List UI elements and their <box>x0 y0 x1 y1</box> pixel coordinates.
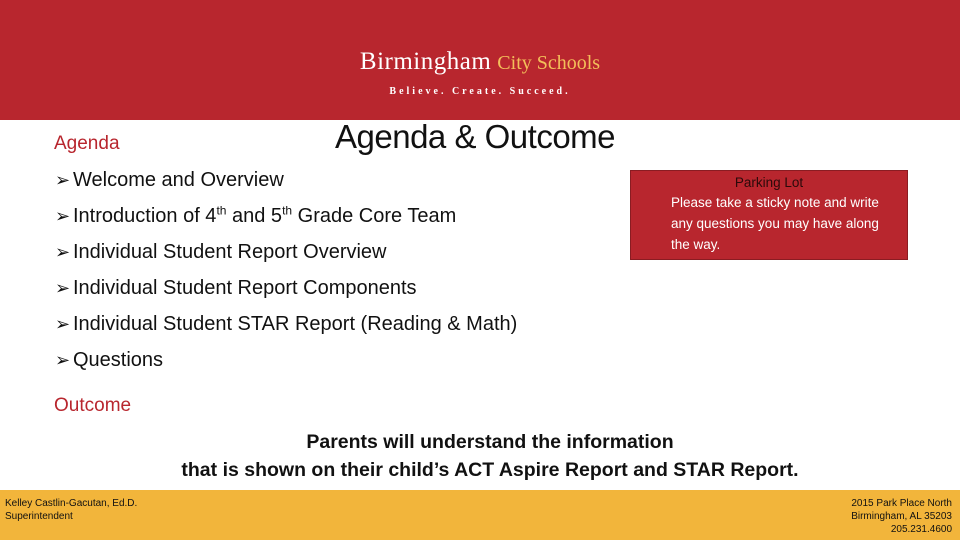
agenda-item <box>55 273 517 309</box>
phone-number: 205.231.4600 <box>890 524 952 535</box>
header-banner <box>0 0 960 120</box>
agenda-item <box>55 345 517 381</box>
agenda-item <box>55 237 517 273</box>
footer-right <box>851 497 952 536</box>
brand-sub: City Schools <box>497 52 601 74</box>
parking-lot-title: Parking Lot <box>734 175 804 190</box>
agenda-item <box>55 165 517 201</box>
brand-logo <box>0 48 960 76</box>
agenda-item-text: Grade Core Team <box>292 205 457 227</box>
brand-tagline: Believe. Create. Succeed. <box>389 86 571 97</box>
agenda-item-text: Questions <box>73 349 164 371</box>
slide-title: Agenda & Outcome <box>335 118 616 155</box>
outcome-line: that is shown on their child’s ACT Aspire Report and STAR Report. <box>181 459 799 481</box>
address-line: Birmingham, AL 35203 <box>851 511 952 522</box>
footer-left <box>5 497 137 523</box>
agenda-label: Agenda <box>54 133 120 154</box>
agenda-item <box>55 309 517 345</box>
arrow-bullet-icon: ➢ <box>55 350 71 370</box>
arrow-bullet-icon: ➢ <box>55 278 71 298</box>
agenda-item-text: and 5 <box>226 205 283 227</box>
arrow-bullet-icon: ➢ <box>55 242 71 262</box>
superintendent-name: Kelley Castlin-Gacutan, Ed.D. <box>5 498 138 509</box>
agenda-list <box>55 165 517 381</box>
agenda-item-text: Individual Student STAR Report (Reading & Math) <box>73 313 518 335</box>
superscript: th <box>216 203 227 218</box>
arrow-bullet-icon: ➢ <box>55 206 71 226</box>
superintendent-title: Superintendent <box>5 511 73 522</box>
superscript: th <box>282 203 293 218</box>
agenda-item-text: Individual Student Report Overview <box>73 241 387 263</box>
outcome-label: Outcome <box>54 395 132 416</box>
agenda-item-text: Individual Student Report Components <box>73 277 417 299</box>
arrow-bullet-icon: ➢ <box>55 314 71 334</box>
outcome-line: Parents will understand the information <box>306 431 674 453</box>
parking-lot-box <box>630 170 908 260</box>
address-line: 2015 Park Place North <box>851 498 952 509</box>
parking-lot-text: Please take a sticky note and write any questions you may have along the way. <box>671 195 879 252</box>
footer-bar <box>0 490 960 540</box>
agenda-item-text: Welcome and Overview <box>73 169 284 191</box>
agenda-item-text: Introduction of 4 <box>73 205 217 227</box>
outcome-text <box>150 428 830 484</box>
arrow-bullet-icon: ➢ <box>55 170 71 190</box>
brand-main: Birmingham <box>359 48 492 75</box>
agenda-item <box>55 201 517 237</box>
